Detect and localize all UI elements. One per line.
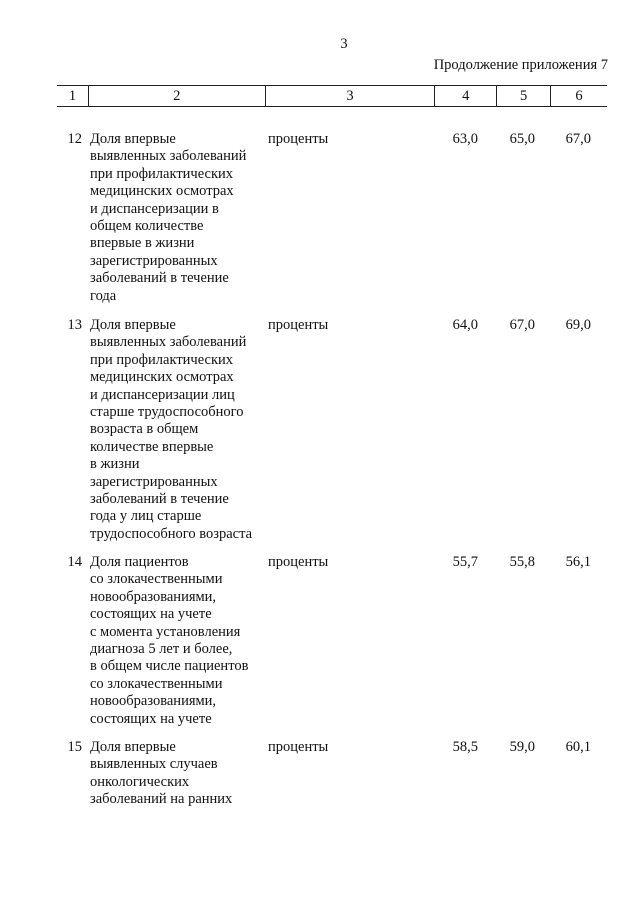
value-col-5: 55,8 [509,554,535,570]
row-number: 13 [67,317,82,333]
header-col-3: 3 [266,86,436,106]
header-col-5: 5 [497,86,551,106]
value-col-6: 56,1 [565,554,591,570]
value-col-4: 63,0 [452,131,478,147]
continuation-title: Продолжение приложения 7 [433,57,608,73]
page-number: 3 [340,36,348,52]
indicator-name: Доля впервые выявленных заболеваний при профилактических медицинских осмотрах и диспансеризации в общем количестве впервые в жизни зарегистрированных заболеваний в течение года [90,131,247,304]
value-col-6: 67,0 [565,131,591,147]
value-col-4: 64,0 [452,317,478,333]
indicator-name: Доля впервые выявленных заболеваний при профилактических медицинских осмотрах и диспансеризации лиц старше трудоспособного возраста в общем количестве впервые в жизни зарегистрированных заболеваний в течение года у лиц старше трудоспособного возраста [90,317,253,542]
header-col-4: 4 [435,86,497,106]
row-number: 15 [67,739,82,755]
row-number: 14 [67,554,82,570]
indicator-name: Доля пациентов со злокачественными новообразованиями, состоящих на учете с момента установления диагноза 5 лет и более, в общем числе пациентов со злокачественными новообразованиями, состоящих на учете [90,554,249,727]
indicator-name: Доля впервые выявленных случаев онкологических заболеваний на ранних [90,739,233,808]
unit: проценты [268,554,329,570]
value-col-4: 55,7 [452,554,478,570]
header-col-1: 1 [57,86,89,106]
header-col-2: 2 [89,86,266,106]
header-col-6: 6 [575,88,583,104]
value-col-6: 69,0 [565,317,591,333]
value-col-4: 58,5 [452,739,478,755]
value-col-6: 60,1 [565,739,591,755]
value-col-5: 65,0 [509,131,535,147]
table-header [57,85,607,107]
unit: проценты [268,739,329,755]
value-col-5: 59,0 [509,739,535,755]
value-col-5: 67,0 [509,317,535,333]
unit: проценты [268,317,329,333]
row-number: 12 [67,131,82,147]
unit: проценты [268,131,329,147]
